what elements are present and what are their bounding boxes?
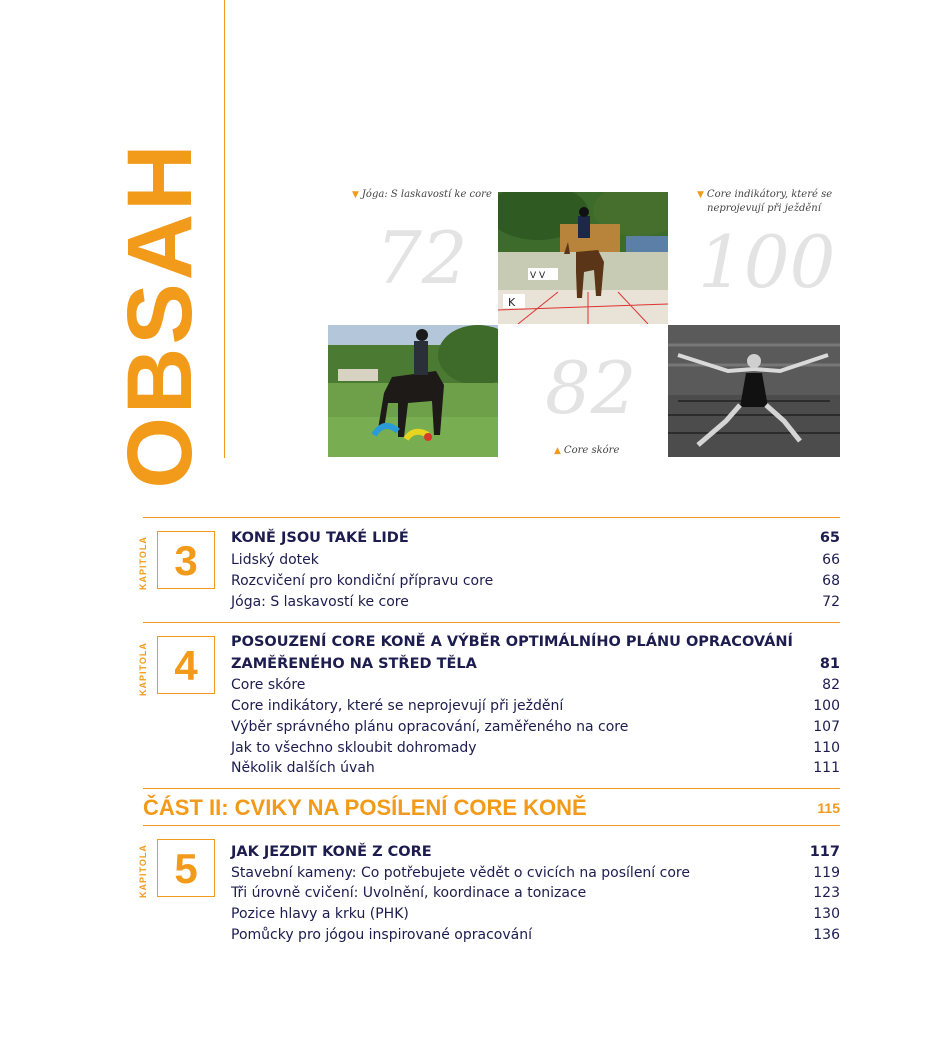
chapter-label: KAPITOLA [138, 536, 148, 590]
horse-lunging-photo [328, 325, 498, 457]
toc-title: JAK JEZDIT KONĚ Z CORE [231, 844, 432, 860]
toc-page: 68 [822, 573, 840, 589]
yoga-dancer-photo [668, 325, 840, 457]
toc-entry[interactable] [231, 592, 840, 612]
chapter-number-4: 4 [157, 636, 215, 694]
chapter-label: KAPITOLA [138, 844, 148, 898]
chapter-label: KAPITOLA [138, 642, 148, 696]
toc-page: 65 [819, 530, 840, 546]
toc-entry[interactable] [231, 550, 840, 570]
toc-title: Pomůcky pro jógou inspirované opracování [231, 927, 532, 943]
toc-page: 110 [813, 740, 840, 756]
toc-title: Pozice hlavy a krku (PHK) [231, 906, 409, 922]
toc-page: 82 [822, 677, 840, 693]
toc-page: 100 [813, 698, 840, 714]
rule-ch4 [143, 622, 840, 623]
part-title: ČÁST II: CVIKY NA POSÍLENÍ CORE KONĚ [143, 795, 587, 820]
toc-entry-heading[interactable] [231, 528, 840, 548]
toc-title: KONĚ JSOU TAKÉ LIDÉ [231, 530, 409, 546]
toc-entry-heading[interactable] [231, 842, 840, 862]
toc-page: 130 [813, 906, 840, 922]
toc-entry[interactable] [231, 571, 840, 591]
toc-title: Stavební kameny: Co potřebujete vědět o cvicích na posílení core [231, 865, 690, 881]
toc-page: 72 [822, 594, 840, 610]
toc-page: 66 [822, 552, 840, 568]
toc-entry-heading-line1[interactable] [231, 632, 840, 652]
vertical-divider [224, 0, 225, 458]
toc-entry-heading-line2[interactable] [231, 654, 840, 674]
toc-page: 81 [819, 656, 840, 672]
toc-page: 136 [813, 927, 840, 943]
arena-letter-k: K [508, 296, 516, 309]
chapter-number-3: 3 [157, 531, 215, 589]
toc-entry[interactable] [231, 758, 840, 778]
part-page: 115 [817, 800, 840, 816]
toc-title: Několik dalších úvah [231, 760, 375, 776]
toc-page: 123 [813, 885, 840, 901]
toc-entry[interactable] [231, 738, 840, 758]
rule-top [143, 517, 840, 518]
toc-entry[interactable] [231, 904, 840, 924]
toc-title: Core skóre [231, 677, 306, 693]
part-heading[interactable] [143, 796, 840, 820]
toc-entry[interactable] [231, 696, 840, 716]
caption-indicators: ▼ Core indikátory, které se neprojevují při ježdění [697, 189, 833, 214]
toc-entry[interactable] [231, 925, 840, 945]
toc-title: ZAMĚŘENÉHO NA STŘED TĚLA [231, 656, 477, 672]
toc-title: POSOUZENÍ CORE KONĚ A VÝBĚR OPTIMÁLNÍHO PLÁNU OPRACOVÁNÍ [231, 634, 793, 650]
page-number-watermark-100: 100 [698, 220, 836, 304]
toc-title: Rozcvičení pro kondiční přípravu core [231, 573, 494, 589]
toc-entry[interactable] [231, 675, 840, 695]
toc-title: Výběr správného plánu opracování, zaměřeného na core [231, 719, 629, 735]
page-title: OBSAH [109, 141, 211, 489]
toc-title: Lidský dotek [231, 552, 319, 568]
toc-page: 107 [813, 719, 840, 735]
dressage-arena-photo [498, 192, 668, 324]
caption-core-score: ▲ Core skóre [554, 445, 620, 456]
page-number-watermark-72: 72 [376, 216, 468, 300]
toc-title: Tři úrovně cvičení: Uvolnění, koordinace a tonizace [231, 885, 587, 901]
caption-yoga: ▼ Jóga: S laskavostí ke core [352, 189, 492, 200]
chapter-number-5: 5 [157, 839, 215, 897]
toc-page: 119 [813, 865, 840, 881]
rule-ch5 [143, 825, 840, 826]
toc-title: Core indikátory, které se neprojevují při ježdění [231, 698, 564, 714]
rule-part [143, 788, 840, 789]
toc-title: Jak to všechno skloubit dohromady [231, 740, 477, 756]
page-number-watermark-82: 82 [545, 346, 637, 430]
toc-entry[interactable] [231, 883, 840, 903]
toc-entry[interactable] [231, 863, 840, 883]
toc-page: 117 [809, 844, 840, 860]
toc-page: 111 [813, 760, 840, 776]
toc-entry[interactable] [231, 717, 840, 737]
toc-title: Jóga: S laskavostí ke core [231, 594, 409, 610]
arena-letter-label: V V [530, 271, 546, 281]
